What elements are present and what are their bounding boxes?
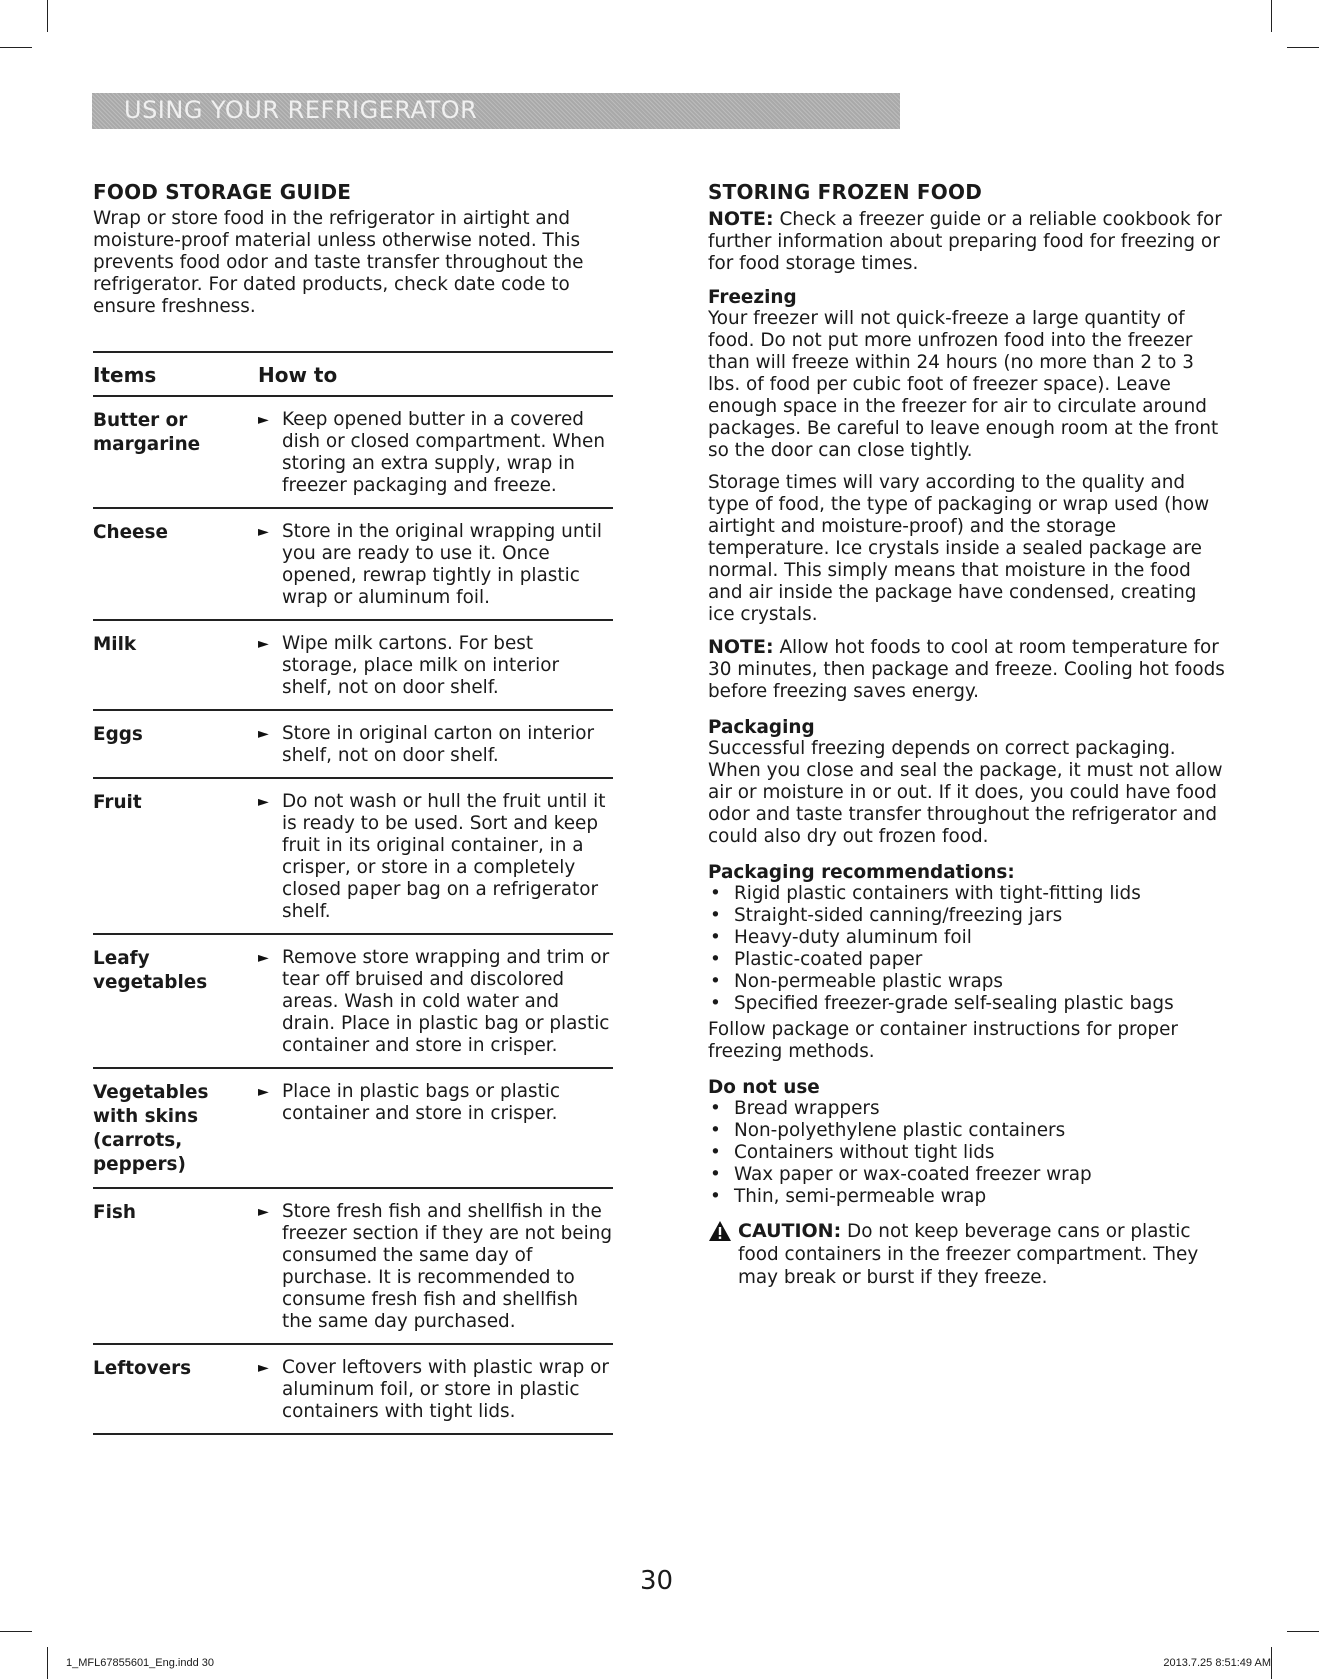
food-storage-intro: Wrap or store food in the refrigerator in airtight and moisture-proof material unless otherwise noted. This prevents food odor and taste transfer throughout the refrigerator. For dated products, check date code to ensure freshness. — [93, 208, 584, 317]
caution-message: Do not keep beverage cans or plastic food containers in the freezer compartment. They may break or burst if they freeze. — [738, 1221, 1199, 1288]
item-name: Butter or margarine — [93, 396, 258, 508]
page-number: 30 — [640, 1566, 674, 1596]
note-paragraph-2 — [708, 636, 1228, 703]
do-not-use-item-text: Thin, semi-permeable wrap — [734, 1186, 987, 1207]
do-not-use-item — [708, 1120, 1228, 1142]
how-to-text: Do not wash or hull the fruit until it is ready to be used. Sort and keep fruit in its original container, in a crisper, or store in a completely closed paper bag on a refrigerator shelf. — [282, 791, 606, 922]
arrow-bullet-icon: ► — [258, 794, 269, 810]
recommendation-item — [708, 905, 1228, 927]
arrow-bullet-icon: ► — [258, 1204, 269, 1220]
how-to-text: Store fresh fish and shellfish in the freezer section if they are not being consumed the same day of purchase. It is recommended to consume fresh fish and shellfish the same day purchased. — [282, 1201, 613, 1332]
recommendation-item-text: Plastic-coated paper — [734, 949, 923, 970]
table-row — [93, 620, 613, 710]
table-row — [93, 396, 613, 508]
how-to-text: Place in plastic bags or plastic container and store in crisper. — [282, 1081, 561, 1124]
how-to-wrap — [258, 633, 613, 699]
how-to-cell — [258, 1344, 613, 1434]
how-to-cell — [258, 710, 613, 778]
how-to-cell — [258, 1188, 613, 1344]
arrow-bullet-icon: ► — [258, 1360, 269, 1376]
table-row — [93, 1068, 613, 1188]
recommendation-item-text: Straight-sided canning/freezing jars — [734, 905, 1063, 926]
do-not-use-item — [708, 1186, 1228, 1208]
note-text: Check a freezer guide or a reliable cookbook for further information about preparing food for freezing or for food storage times. — [708, 209, 1222, 274]
crop-mark — [0, 1631, 32, 1632]
arrow-bullet-icon: ► — [258, 636, 269, 652]
recommendation-item-text: Heavy-duty aluminum foil — [734, 927, 972, 948]
section-header-title: USING YOUR REFRIGERATOR — [124, 96, 478, 124]
how-to-wrap — [258, 409, 613, 497]
arrow-bullet-icon: ► — [258, 412, 269, 428]
recommendation-item-text: Specified freezer-grade self-sealing plastic bags — [734, 993, 1174, 1014]
do-not-use-list — [708, 1098, 1228, 1208]
table-row — [93, 508, 613, 620]
crop-mark — [1271, 1647, 1272, 1679]
recommendation-item — [708, 971, 1228, 993]
storing-frozen-food-title: STORING FROZEN FOOD — [708, 180, 983, 204]
do-not-use-item-text: Bread wrappers — [734, 1098, 880, 1119]
how-to-wrap — [258, 1357, 613, 1423]
food-storage-guide-section — [93, 180, 613, 318]
warning-triangle-icon — [708, 1220, 734, 1242]
storing-frozen-food-section — [708, 180, 1228, 1289]
bullet-icon: • — [710, 993, 721, 1014]
bullet-icon: • — [710, 883, 721, 904]
how-to-wrap — [258, 521, 613, 609]
how-to-text: Keep opened butter in a covered dish or closed compartment. When storing an extra supply, wrap in freezer packaging and freeze. — [282, 409, 606, 496]
crop-mark — [0, 47, 32, 48]
packaging-paragraph: Successful freezing depends on correct packaging. When you close and seal the package, it must not allow air or moisture in or out. If it does, you could have food odor and taste transfer throughout the refrigerator and could also dry out frozen food. — [708, 738, 1223, 847]
do-not-use-heading: Do not use — [708, 1077, 820, 1098]
how-to-wrap — [258, 791, 613, 923]
how-to-wrap — [258, 723, 613, 767]
recommendation-item-text: Rigid plastic containers with tight-fitting lids — [734, 883, 1141, 904]
how-to-text: Wipe milk cartons. For best storage, place milk on interior shelf, not on door shelf. — [282, 633, 560, 698]
table-header-row — [93, 352, 613, 396]
note-paragraph-1 — [708, 208, 1228, 275]
item-name: Leafy vegetables — [93, 934, 258, 1068]
do-not-use-item-text: Wax paper or wax-coated freezer wrap — [734, 1164, 1092, 1185]
do-not-use-item-text: Non-polyethylene plastic containers — [734, 1120, 1066, 1141]
bullet-icon: • — [710, 1098, 721, 1119]
how-to-cell — [258, 934, 613, 1068]
table-body — [93, 396, 613, 1434]
note-label: NOTE: — [708, 208, 774, 230]
how-to-cell — [258, 778, 613, 934]
item-name: Leftovers — [93, 1344, 258, 1434]
recommendation-item — [708, 993, 1228, 1015]
how-to-cell — [258, 396, 613, 508]
table-row — [93, 778, 613, 934]
bullet-icon: • — [710, 949, 721, 970]
crop-mark — [1287, 47, 1319, 48]
item-name: Fruit — [93, 778, 258, 934]
bullet-icon: • — [710, 1120, 721, 1141]
note-text: Allow hot foods to cool at room temperature for 30 minutes, then package and freeze. Cooling hot foods before freezing saves energy. — [708, 637, 1225, 702]
recommendation-item-text: Non-permeable plastic wraps — [734, 971, 1004, 992]
crop-mark — [47, 0, 48, 32]
caution-block — [708, 1220, 1228, 1289]
how-to-column-header: How to — [258, 352, 613, 396]
how-to-cell — [258, 620, 613, 710]
section-header-band — [92, 93, 900, 129]
how-to-wrap — [258, 947, 613, 1057]
how-to-text: Cover leftovers with plastic wrap or aluminum foil, or store in plastic containers with tight lids. — [282, 1357, 609, 1422]
food-storage-guide-title: FOOD STORAGE GUIDE — [93, 180, 352, 204]
bullet-icon: • — [710, 1164, 721, 1185]
item-name: Vegetables with skins (carrots, peppers) — [93, 1068, 258, 1188]
item-name: Cheese — [93, 508, 258, 620]
item-name: Milk — [93, 620, 258, 710]
arrow-bullet-icon: ► — [258, 524, 269, 540]
items-column-header: Items — [93, 352, 258, 396]
how-to-text: Store in the original wrapping until you are ready to use it. Once opened, rewrap tightly in plastic wrap or aluminum foil. — [282, 521, 602, 608]
caution-text — [738, 1220, 1228, 1289]
freezing-paragraph-1: Your freezer will not quick-freeze a large quantity of food. Do not put more unfrozen food into the freezer than will freeze within 24 hours (no more than 2 to 3 lbs. of food per cubic foot of freezer space). Leave enough space in the freezer for air to circulate around packages. Be careful to leave enough room at the front so the door can close tightly. — [708, 308, 1219, 461]
arrow-bullet-icon: ► — [258, 950, 269, 966]
table-row — [93, 710, 613, 778]
table-row — [93, 1188, 613, 1344]
table-row — [93, 1344, 613, 1434]
bullet-icon: • — [710, 1142, 721, 1163]
do-not-use-item-text: Containers without tight lids — [734, 1142, 995, 1163]
do-not-use-item — [708, 1164, 1228, 1186]
recommendation-item — [708, 949, 1228, 971]
caution-label: CAUTION: — [738, 1220, 842, 1242]
how-to-cell — [258, 508, 613, 620]
packaging-heading: Packaging — [708, 717, 815, 738]
how-to-text: Store in original carton on interior shelf, not on door shelf. — [282, 723, 595, 766]
freezing-heading: Freezing — [708, 287, 797, 308]
how-to-text: Remove store wrapping and trim or tear off bruised and discolored areas. Wash in cold water and drain. Place in plastic bag or plastic container and store in crisper. — [282, 947, 610, 1056]
recommendation-item — [708, 927, 1228, 949]
footer-file-info: 1_MFL67855601_Eng.indd 30 — [66, 1657, 215, 1669]
how-to-wrap — [258, 1081, 613, 1125]
do-not-use-item — [708, 1142, 1228, 1164]
footer-timestamp: 2013.7.25 8:51:49 AM — [1163, 1657, 1271, 1669]
recommendation-item — [708, 883, 1228, 905]
do-not-use-item — [708, 1098, 1228, 1120]
item-name: Eggs — [93, 710, 258, 778]
packaging-recommendations-list — [708, 883, 1228, 1015]
crop-mark — [1271, 0, 1272, 32]
how-to-cell — [258, 1068, 613, 1188]
food-storage-table — [93, 351, 613, 1435]
packaging-recommendations-heading: Packaging recommendations: — [708, 862, 1015, 883]
freezing-paragraph-2: Storage times will vary according to the quality and type of food, the type of packaging or wrap used (how airtight and moisture-proof) and the storage temperature. Ice crystals inside a sealed package are normal. This simply means that moisture in the food and air inside the package have condensed, creating ice crystals. — [708, 472, 1210, 625]
bullet-icon: • — [710, 971, 721, 992]
bullet-icon: • — [710, 927, 721, 948]
how-to-wrap — [258, 1201, 613, 1333]
crop-mark — [47, 1647, 48, 1679]
item-name: Fish — [93, 1188, 258, 1344]
crop-mark — [1287, 1631, 1319, 1632]
bullet-icon: • — [710, 1186, 721, 1207]
table-row — [93, 934, 613, 1068]
follow-instructions-text: Follow package or container instructions for proper freezing methods. — [708, 1019, 1178, 1062]
bullet-icon: • — [710, 905, 721, 926]
arrow-bullet-icon: ► — [258, 726, 269, 742]
note-label: NOTE: — [708, 636, 774, 658]
arrow-bullet-icon: ► — [258, 1084, 269, 1100]
